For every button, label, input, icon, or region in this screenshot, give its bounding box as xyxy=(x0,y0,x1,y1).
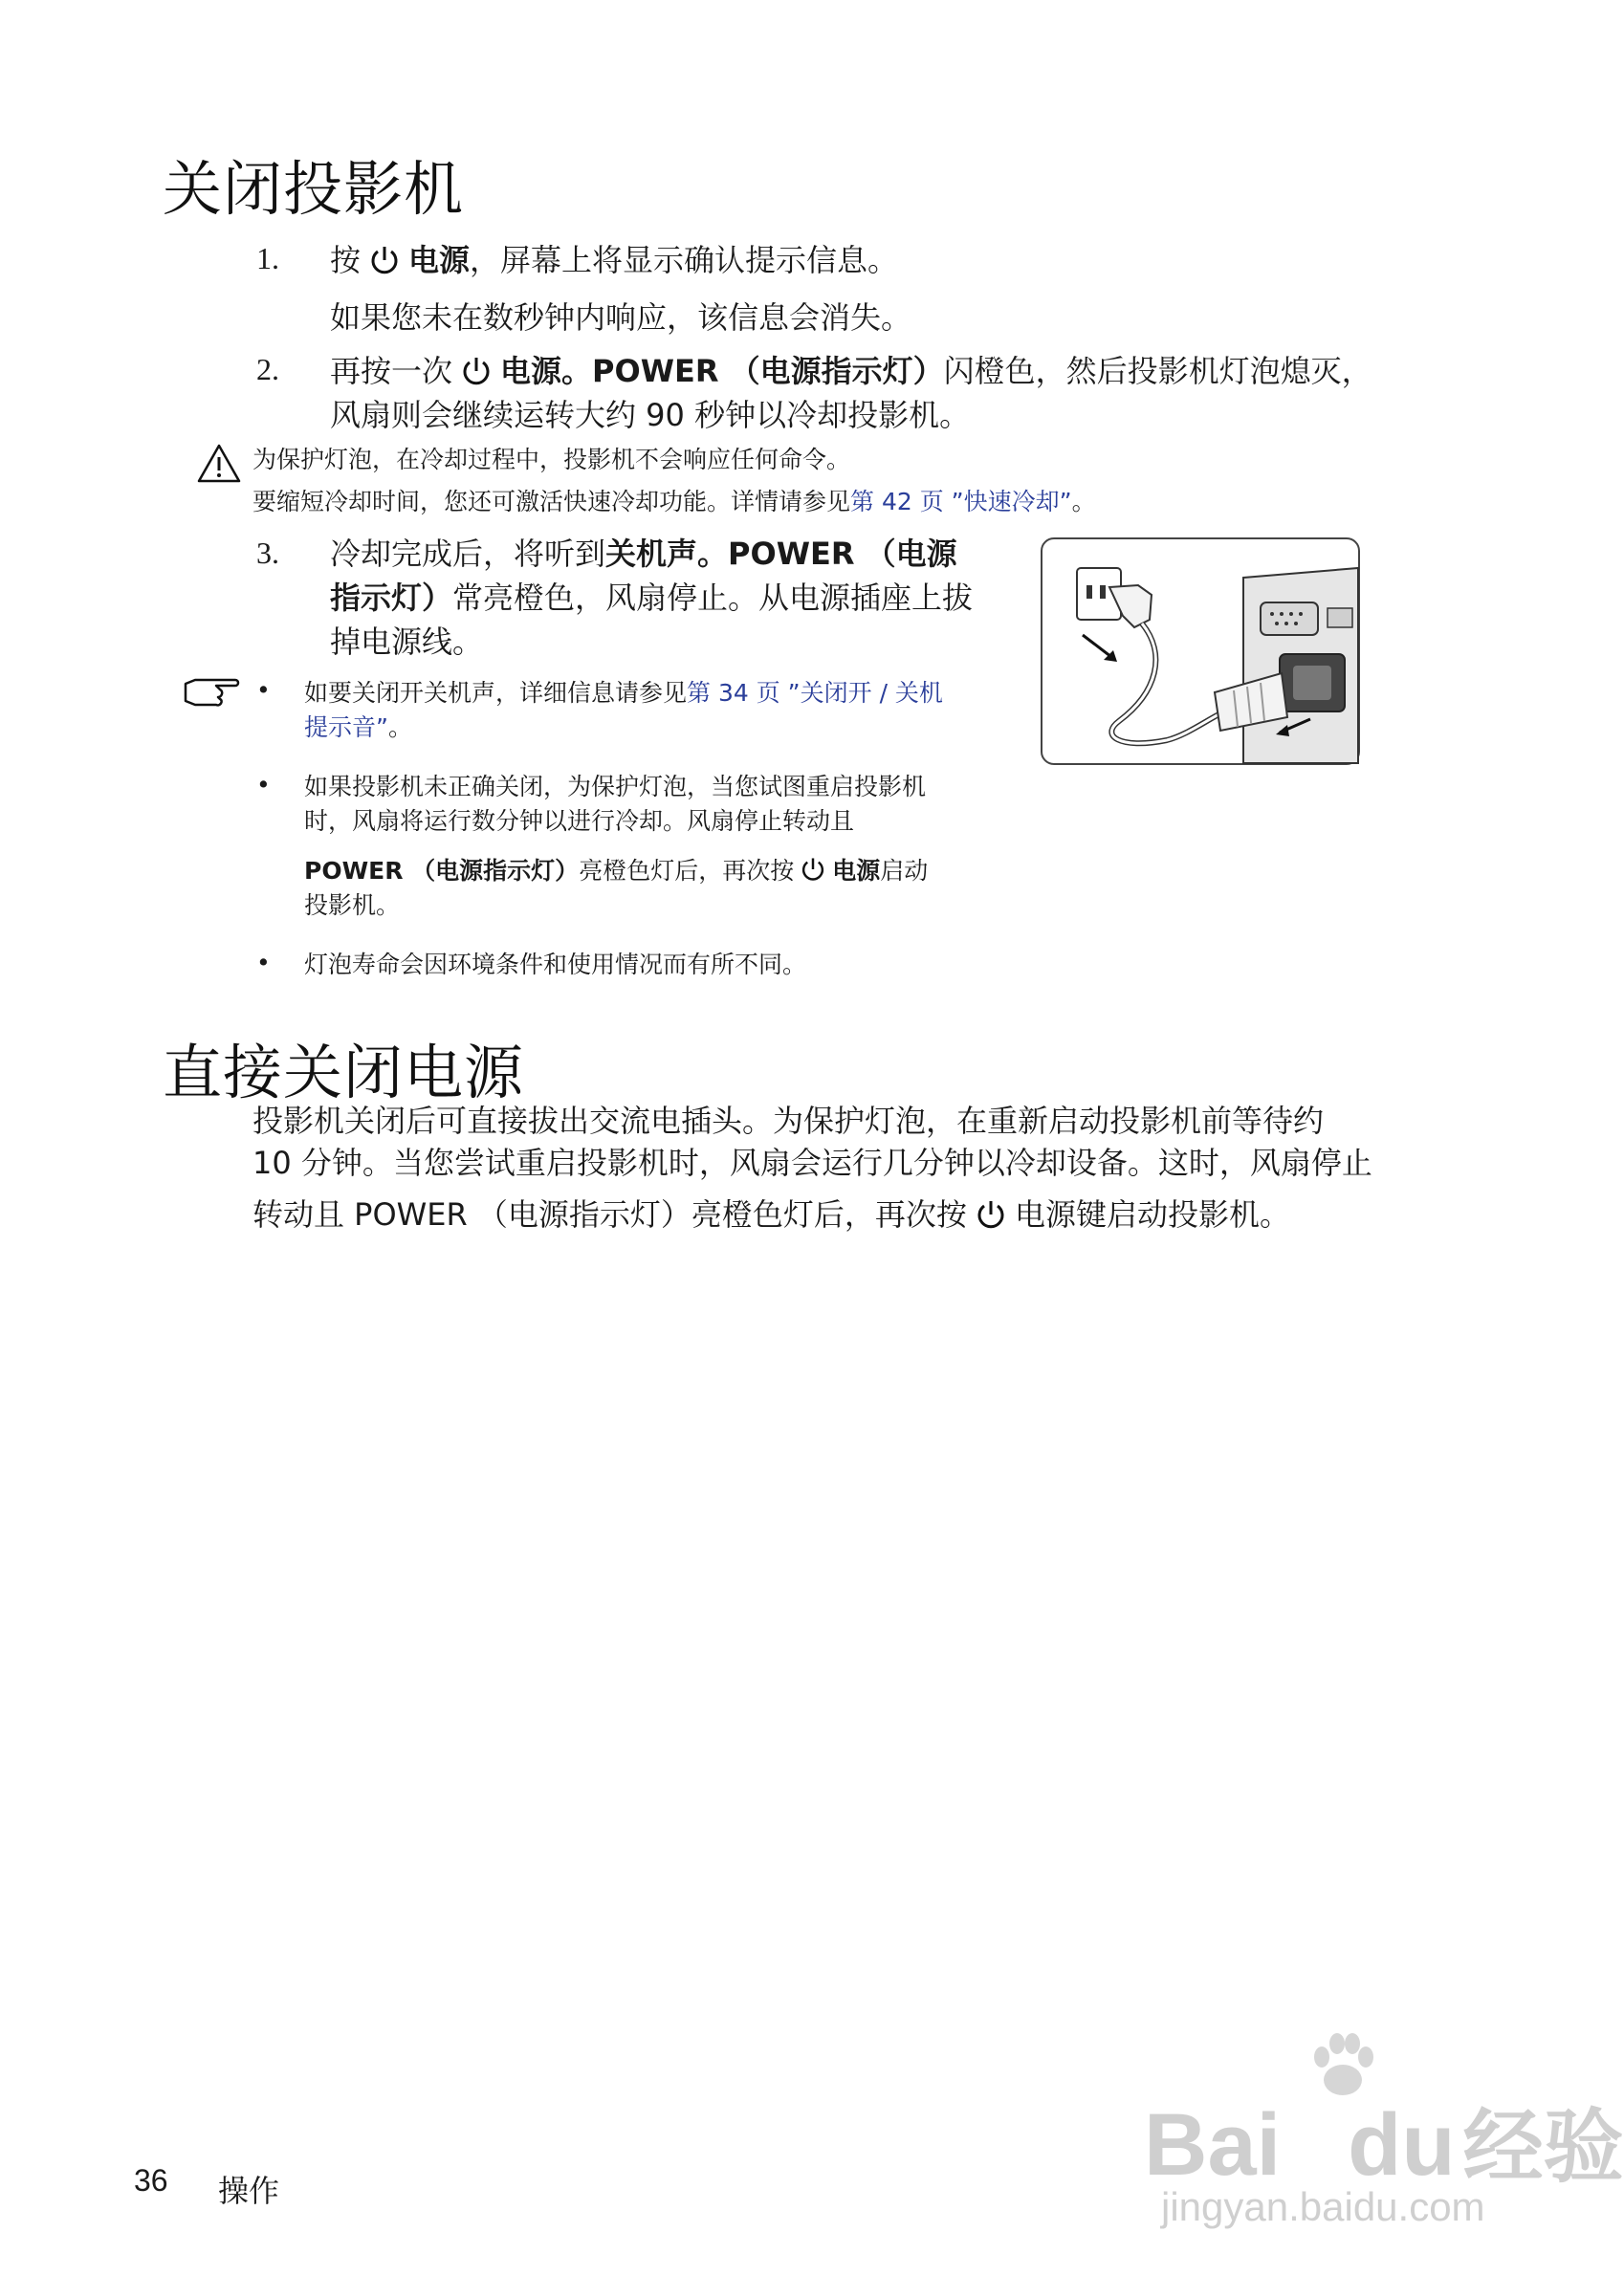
watermark-cn: 经验 xyxy=(1462,2102,1624,2192)
note-2-line-4: 投影机。 xyxy=(304,891,401,919)
step-number: 3. xyxy=(256,536,279,570)
step-3-line-2 xyxy=(330,575,973,621)
pointing-hand-icon xyxy=(182,674,245,712)
section-2-line-3-post: 电源键启动投影机。 xyxy=(1014,1196,1290,1233)
note-2-post: 启动 xyxy=(880,857,929,885)
indicator-label: 指示灯） xyxy=(330,580,453,616)
startup-sound-link[interactable]: 第 34 页 ”关闭开 / 关机 xyxy=(687,679,943,707)
unplug-power-cord-illustration xyxy=(1041,537,1360,765)
step-2-line-2: 风扇则会继续运转大约 90 秒钟以冷却投影机。 xyxy=(330,397,971,433)
power-button-label: 电源 xyxy=(832,857,881,885)
note-1-line-2 xyxy=(304,710,412,746)
note-2-line-1: 如果投影机未正确关闭，为保护灯泡，当您试图重启投影机 xyxy=(304,773,927,800)
note-2-mid: 亮橙色灯后，再次按 xyxy=(579,857,795,885)
section-title-direct-power-off: 直接关闭电源 xyxy=(163,1038,525,1107)
note-1-end: 。 xyxy=(387,713,412,741)
warning-line-1: 为保护灯泡，在冷却过程中，投影机不会响应任何命令。 xyxy=(252,446,851,473)
power-indicator-label: 。POWER （电源指示灯） xyxy=(561,353,944,389)
power-icon xyxy=(975,1197,1007,1243)
warning-line-2-end: 。 xyxy=(1071,488,1096,515)
section-2-line-3-pre: 转动且 POWER （电源指示灯）亮橙色灯后，再次按 xyxy=(252,1196,967,1233)
bullet: • xyxy=(256,676,271,704)
page-number: 36 xyxy=(134,2163,168,2198)
section-title-shutdown: 关闭投影机 xyxy=(163,154,465,224)
baidu-watermark-logo xyxy=(1144,2083,1624,2199)
step-3-post: 常亮橙色，风扇停止。从电源插座上拔 xyxy=(452,580,974,616)
note-3: 灯泡寿命会因环境条件和使用情况而有所不同。 xyxy=(304,951,807,978)
section-2-line-2: 10 分钟。当您尝试重启投影机时，风扇会运行几分钟以冷却设备。这时，风扇停止 xyxy=(252,1145,1372,1181)
step-3-line-3: 掉电源线。 xyxy=(330,624,484,660)
watermark-brand: Bai xyxy=(1144,2096,1282,2194)
shutdown-sound-label: 关机声 xyxy=(605,536,698,572)
step-1-line-2: 如果您未在数秒钟内响应，该信息会消失。 xyxy=(330,299,912,336)
watermark-url: jingyan.baidu.com xyxy=(1161,2184,1485,2229)
step-1-pre: 按 xyxy=(330,242,362,278)
power-icon xyxy=(368,243,401,289)
bullet: • xyxy=(256,771,271,799)
section-2-line-1: 投影机关闭后可直接拔出交流电插头。为保护灯泡，在重新启动投影机前等待约 xyxy=(252,1103,1325,1139)
warning-line-2-text: 要缩短冷却时间，您还可激活快速冷却功能。详情请参见 xyxy=(252,488,851,515)
bullet: • xyxy=(256,949,271,976)
step-2-post: 闪橙色，然后投影机灯泡熄灭， xyxy=(943,353,1372,389)
step-3-pre: 冷却完成后，将听到 xyxy=(330,536,606,572)
watermark-brand-2: du xyxy=(1348,2096,1456,2194)
note-1-text: 如要关闭开关机声，详细信息请参见 xyxy=(304,679,688,707)
startup-sound-link-cont[interactable]: 提示音” xyxy=(304,713,388,741)
power-indicator-label: 。POWER （电源 xyxy=(697,536,957,572)
step-number: 1. xyxy=(256,241,279,275)
step-number: 2. xyxy=(256,352,279,386)
warning-line-2 xyxy=(252,484,1096,520)
step-2-pre: 再按一次 xyxy=(330,353,453,389)
power-button-label: 电源 xyxy=(408,242,471,278)
warning-icon xyxy=(196,442,242,488)
quick-cooling-link[interactable]: 第 42 页 ”快速冷却” xyxy=(850,488,1072,515)
step-1-line-1 xyxy=(330,237,898,289)
note-2-line-2: 时，风扇将运行数分钟以进行冷却。风扇停止转动且 xyxy=(304,807,855,835)
note-1-line-1 xyxy=(304,675,943,711)
power-icon xyxy=(800,856,826,893)
section-2-line-3 xyxy=(252,1192,1290,1243)
power-button-label: 电源 xyxy=(500,353,562,389)
step-1-post: ，屏幕上将显示确认提示信息。 xyxy=(470,242,899,278)
paw-icon xyxy=(1305,2025,1381,2126)
step-3-line-1 xyxy=(330,531,957,577)
power-indicator-label: POWER （电源指示灯） xyxy=(304,857,580,885)
footer-section-label: 操作 xyxy=(218,2173,280,2209)
